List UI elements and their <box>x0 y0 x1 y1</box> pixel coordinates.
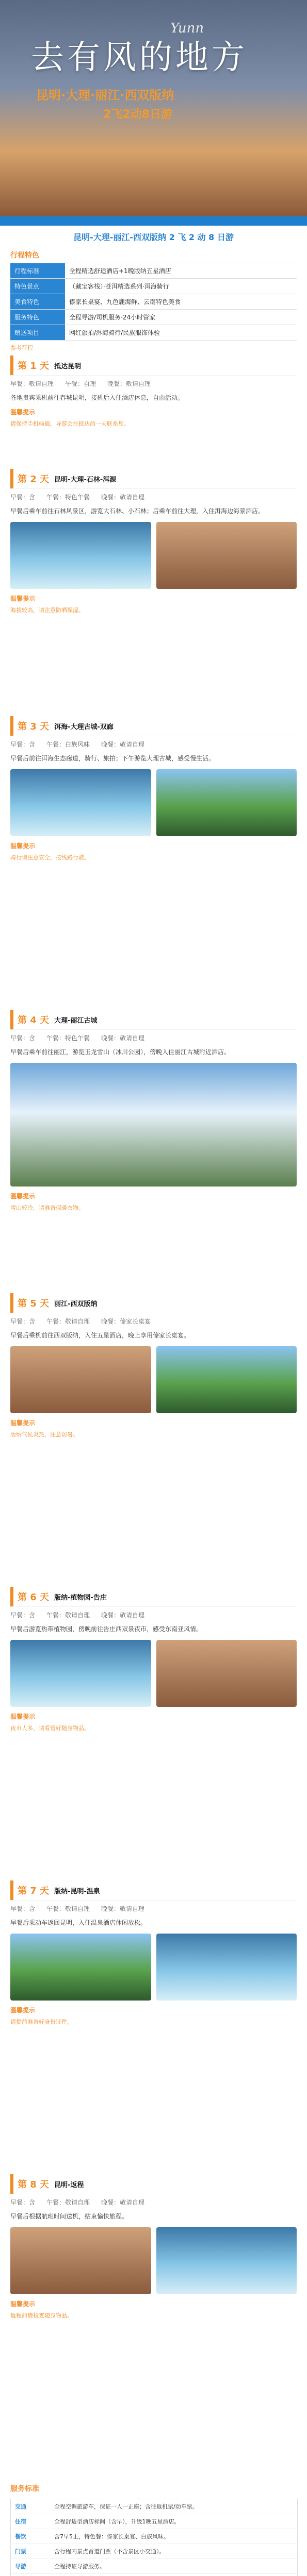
day-text: 早餐后乘车前往石林风景区，游览大石林、小石林；后乘车前往大理，入住洱海边海景酒店。 <box>10 507 265 515</box>
service-key: 门票 <box>15 2548 26 2555</box>
day-bar <box>10 1010 297 1029</box>
feature-value: 网红旅拍/洱海骑行/民族服饰体验 <box>69 329 160 336</box>
day-7 <box>10 1880 297 2026</box>
meal-lunch: 午餐：特色午餐 <box>46 1035 90 1042</box>
meal-dinner: 晚餐：敬请自理 <box>101 1905 145 1912</box>
features-table <box>10 263 297 352</box>
photo <box>10 1346 151 1413</box>
photo <box>156 1934 297 2001</box>
day-number: 第 6 天 <box>18 1592 50 1603</box>
meals <box>10 379 297 388</box>
day-hint: 温馨提示 <box>10 1193 36 1200</box>
meal-breakfast: 早餐：含 <box>10 494 36 501</box>
day-notes: 版纳气候炎热，注意防暑。 <box>10 1431 78 1438</box>
day-title: 版纳-昆明-温泉 <box>54 1887 100 1895</box>
features-note: 参考行程 <box>10 345 33 351</box>
photo-row <box>10 769 297 836</box>
day-bar <box>10 1880 297 1900</box>
day-number: 第 1 天 <box>18 361 50 371</box>
day-hint: 温馨提示 <box>10 1713 36 1720</box>
feature-value: 傣家长桌宴、九色鹿海鲜、云南特色美食 <box>69 298 181 306</box>
photo-row <box>10 1640 297 1707</box>
day-8 <box>10 2174 297 2319</box>
service-row <box>11 2514 297 2529</box>
feature-key: 赠送项目 <box>10 325 65 340</box>
hero-script: Yunn <box>170 21 204 36</box>
day-notes: 请提前准备好身份证件。 <box>10 2019 73 2025</box>
day-hint: 温馨提示 <box>10 595 36 602</box>
service-row <box>11 2499 297 2514</box>
meals <box>10 1904 297 1913</box>
feature-value: 全程精选舒适酒店+1晚版纳五星酒店 <box>69 267 171 275</box>
photo <box>10 1640 151 1707</box>
service-row <box>11 2573 297 2576</box>
meal-breakfast: 早餐：含 <box>10 1318 36 1325</box>
meal-breakfast: 早餐：含 <box>10 1612 36 1619</box>
photo-row <box>10 2227 297 2294</box>
meal-breakfast: 早餐：含 <box>10 1905 36 1912</box>
day-2 <box>10 469 297 614</box>
day-6 <box>10 1587 297 1732</box>
day-text: 早餐后乘动车返回昆明，入住温泉酒店休闲放松。 <box>10 1919 147 1926</box>
day-bar <box>10 716 297 736</box>
day-text: 早餐后乘车前往丽江，游览玉龙雪山（冰川公园），傍晚入住丽江古城附近酒店。 <box>10 1048 231 1056</box>
meals <box>10 1611 297 1619</box>
feature-key: 美食特色 <box>10 294 65 309</box>
meals <box>10 2198 297 2207</box>
day-text: 各地贵宾乘机前往春城昆明，接机后入住酒店休息，自由活动。 <box>10 394 184 401</box>
day-title: 昆明-返程 <box>54 2181 84 2189</box>
meal-breakfast: 早餐：含 <box>10 741 36 748</box>
photo <box>10 522 151 589</box>
meal-lunch: 午餐：自理 <box>65 380 96 387</box>
day-number: 第 4 天 <box>18 1015 50 1026</box>
day-notes: 请保持手机畅通，导游会在抵达前一天联系您。 <box>10 420 130 427</box>
meal-lunch: 午餐：敬请自理 <box>46 2199 90 2206</box>
feature-row <box>10 279 297 294</box>
photo <box>156 522 297 589</box>
photo <box>156 2227 297 2294</box>
meals <box>10 740 297 749</box>
photo <box>156 1346 297 1413</box>
day-1 <box>10 355 297 428</box>
feature-row <box>10 325 297 341</box>
route-title: 昆明-大理-丽江-西双版纳 2 飞 2 动 8 日游 <box>73 232 234 242</box>
photo <box>156 1640 297 1707</box>
day-hint: 温馨提示 <box>10 1419 36 1427</box>
services-head: 服务标准 <box>10 2485 39 2493</box>
day-number: 第 5 天 <box>18 1298 50 1309</box>
photo <box>156 769 297 836</box>
hero-title: 去有风的地方 <box>31 39 248 77</box>
service-value: 全程空调旅游车，保证一人一正座；含往返机票/动车票。 <box>54 2503 198 2510</box>
hero-subtitle-1: 昆明·大理·丽江·西双版纳 <box>36 88 174 103</box>
meal-dinner: 晚餐：敬请自理 <box>107 380 151 387</box>
day-notes: 返程前请检查随身物品。 <box>10 2312 73 2319</box>
day-3 <box>10 716 297 861</box>
meals <box>10 1033 297 1042</box>
day-hint: 温馨提示 <box>10 2300 36 2308</box>
service-row <box>11 2529 297 2544</box>
meal-lunch: 午餐：敬请自理 <box>46 1612 90 1619</box>
feature-value: 全程导游/司机服务·24小时管家 <box>69 314 156 321</box>
meal-lunch: 午餐：敬请自理 <box>46 1318 90 1325</box>
photo <box>10 1934 151 2001</box>
features-head: 行程特色 <box>10 251 39 260</box>
day-number: 第 2 天 <box>18 474 50 485</box>
feature-key: 服务特色 <box>10 310 65 325</box>
meal-lunch: 午餐：特色午餐 <box>46 494 90 501</box>
day-number: 第 8 天 <box>18 2179 50 2190</box>
day-title: 大理-丽江古城 <box>54 1016 98 1025</box>
service-key: 住宿 <box>15 2518 26 2525</box>
service-key: 导游 <box>15 2563 26 2570</box>
meal-dinner: 晚餐：敬请自理 <box>101 741 145 748</box>
day-notes: 海拔较高，请注意防晒保湿。 <box>10 607 84 614</box>
feature-key: 特色景点 <box>10 279 65 294</box>
header-strip <box>0 216 307 226</box>
day-text: 早餐后游览热带植物园，傍晚前往告庄西双景夜市，感受东南亚风情。 <box>10 1625 203 1633</box>
service-row <box>11 2558 297 2573</box>
photo <box>10 769 151 836</box>
meal-dinner: 晚餐：敬请自理 <box>101 1035 145 1042</box>
day-text: 早餐后前往洱海生态廊道，骑行、旅拍；下午游览大理古城，感受慢生活。 <box>10 755 215 762</box>
day-notes: 夜市人多，请看管好随身物品。 <box>10 1725 90 1732</box>
feature-value: （藏宝客栈）·苍洱精选系列·洱海骑行 <box>69 283 169 290</box>
photo <box>10 2227 151 2294</box>
photo-row <box>10 1934 297 2001</box>
day-bar <box>10 2174 297 2194</box>
feature-row <box>10 294 297 310</box>
day-bar <box>10 1587 297 1606</box>
meal-lunch: 午餐：敬请自理 <box>46 1905 90 1912</box>
photo-row <box>10 1346 297 1413</box>
day-title: 抵达昆明 <box>54 362 82 370</box>
day-text: 早餐后根据航班时间送机，结束愉快旅程。 <box>10 2213 128 2220</box>
service-key <box>11 2574 50 2576</box>
day-notes: 雪山较冷，请准备保暖衣物。 <box>10 1205 84 1211</box>
day-5 <box>10 1293 297 1438</box>
feature-row <box>10 310 297 325</box>
photo <box>10 1063 297 1187</box>
meal-dinner: 晚餐：傣家长桌宴 <box>101 1318 151 1325</box>
hero-banner <box>0 0 307 216</box>
service-value: 含7早5正，特色餐：傣家长桌宴、白族风味。 <box>54 2533 169 2540</box>
day-title: 昆明-大理-石林-洱源 <box>54 476 117 484</box>
feature-row <box>10 263 297 279</box>
service-row <box>11 2544 297 2558</box>
service-value: 全程持证导游服务。 <box>54 2563 105 2570</box>
service-key: 交通 <box>15 2503 26 2510</box>
meals <box>10 1317 297 1326</box>
day-4 <box>10 1010 297 1212</box>
meal-breakfast: 早餐：含 <box>10 1035 36 1042</box>
day-notes: 骑行请注意安全，按线路行驶。 <box>10 854 90 861</box>
day-bar <box>10 469 297 488</box>
day-hint: 温馨提示 <box>10 409 36 416</box>
feature-key: 行程标准 <box>10 263 65 278</box>
day-text: 早餐后乘机前往西双版纳，入住五星酒店，晚上享用傣家长桌宴。 <box>10 1332 190 1339</box>
meal-breakfast: 早餐：含 <box>10 2199 36 2206</box>
meal-dinner: 晚餐：敬请自理 <box>101 2199 145 2206</box>
meal-dinner: 晚餐：敬请自理 <box>101 494 145 501</box>
meal-breakfast: 早餐：敬请自理 <box>10 380 54 387</box>
day-title: 版纳-植物园-告庄 <box>54 1594 107 1602</box>
meal-lunch: 午餐：白族风味 <box>46 741 90 748</box>
day-bar <box>10 355 297 375</box>
photo-row <box>10 522 297 589</box>
day-title: 洱海-大理古城-双廊 <box>54 723 114 731</box>
service-value <box>50 2574 297 2576</box>
service-value: 全程舒适型酒店标间（含早），升级1晚五星酒店。 <box>54 2518 180 2525</box>
day-hint: 温馨提示 <box>10 2007 36 2014</box>
hero-subtitle-2: 2飞2动8日游 <box>103 108 172 121</box>
day-number: 第 7 天 <box>18 1886 50 1896</box>
services-table <box>10 2499 298 2576</box>
day-bar <box>10 1293 297 1313</box>
meal-dinner: 晚餐：敬请自理 <box>101 1612 145 1619</box>
meals <box>10 493 297 501</box>
day-number: 第 3 天 <box>18 721 50 732</box>
day-hint: 温馨提示 <box>10 842 36 850</box>
day-title: 丽江-西双版纳 <box>54 1300 98 1308</box>
service-value: 含行程内景点首道门票（不含景区小交通）。 <box>54 2548 165 2555</box>
service-key: 餐饮 <box>15 2533 26 2540</box>
photo-row <box>10 1063 297 1187</box>
